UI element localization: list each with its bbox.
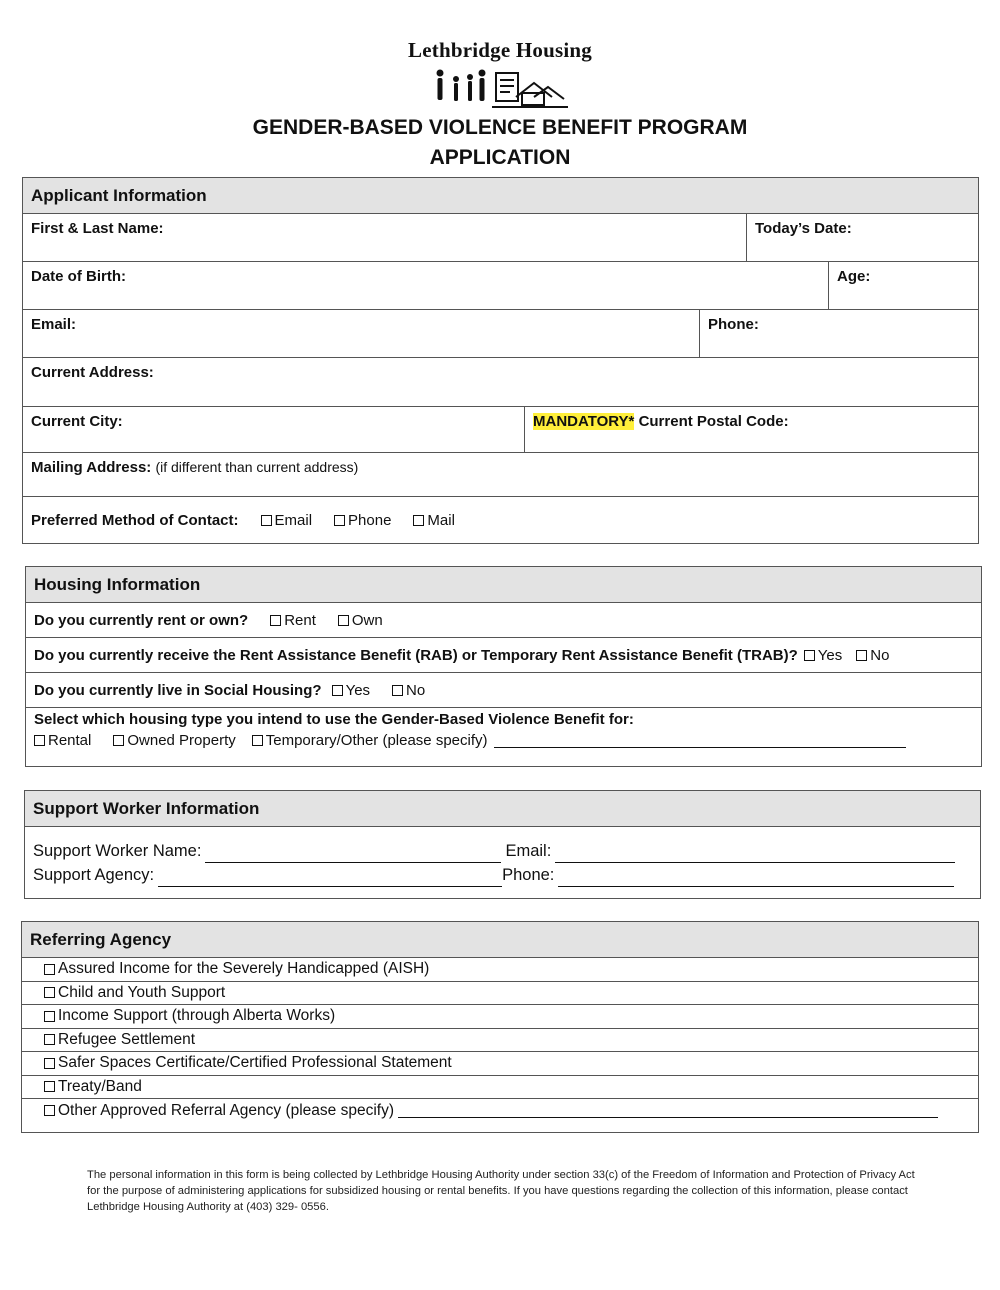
logo xyxy=(0,38,1000,113)
current-city-field[interactable] xyxy=(23,407,524,452)
housing-section xyxy=(25,566,982,767)
checkbox-label: Treaty/Band xyxy=(58,1077,142,1095)
rent-checkbox[interactable] xyxy=(270,612,316,629)
checkbox-icon xyxy=(44,987,55,998)
mailing-address-note: (if different than current address) xyxy=(155,459,359,475)
support-agency-label: Support Agency: xyxy=(33,866,155,884)
phone-label: Phone: xyxy=(708,316,759,333)
email-row xyxy=(23,310,978,358)
current-city-label: Current City: xyxy=(31,413,123,430)
checkbox-icon xyxy=(413,515,424,526)
current-address-label: Current Address: xyxy=(31,364,154,381)
checkbox-icon xyxy=(113,735,124,746)
mailing-address-label: Mailing Address: xyxy=(31,459,152,476)
social-yes-checkbox[interactable] xyxy=(332,682,370,699)
checkbox-icon xyxy=(856,650,867,661)
social-no-checkbox[interactable] xyxy=(392,682,425,699)
referral-aish-checkbox[interactable] xyxy=(22,958,978,982)
contact-mail-checkbox[interactable] xyxy=(413,512,455,529)
referral-other-specify-line[interactable] xyxy=(398,1103,938,1118)
privacy-notice: The personal information in this form is being collected by Lethbridge Housing Authority under section 33(c) of the Freedom of Information and Protection of Privacy Act for the purpose of administering applications for subsidized housing or rental benefits. If you have questions regarding the collection of this information, please contact Lethbridge Housing Authority at (403) 329- 0556. xyxy=(87,1169,915,1213)
checkbox-label: Own xyxy=(351,611,383,629)
email-label: Email: xyxy=(31,316,77,333)
support-worker-phone-line[interactable] xyxy=(558,872,954,887)
checkbox-icon xyxy=(44,1058,55,1069)
checkbox-label: Temporary/Other (please specify) xyxy=(265,732,488,749)
form-title-line2: APPLICATION xyxy=(429,146,571,169)
mandatory-flag: MANDATORY* xyxy=(533,413,635,430)
logo-name: Lethbridge Housing xyxy=(408,38,592,62)
referral-refugee-checkbox[interactable] xyxy=(22,1029,978,1053)
housing-type-row xyxy=(26,708,981,766)
checkbox-icon xyxy=(44,1034,55,1045)
todays-date-label: Today’s Date: xyxy=(755,220,852,237)
checkbox-label: Yes xyxy=(345,681,371,699)
housing-header: Housing Information xyxy=(26,567,981,603)
rab-row xyxy=(26,638,981,673)
applicant-section xyxy=(22,177,979,544)
support-worker-header: Support Worker Information xyxy=(25,791,980,827)
support-worker-name-line[interactable] xyxy=(205,848,501,863)
mailing-address-field[interactable] xyxy=(23,453,978,496)
checkbox-icon xyxy=(334,515,345,526)
dob-field[interactable] xyxy=(23,262,828,309)
name-row xyxy=(23,214,978,262)
postal-code-field[interactable] xyxy=(524,407,978,452)
checkbox-icon xyxy=(44,1011,55,1022)
checkbox-icon xyxy=(44,964,55,975)
checkbox-icon xyxy=(338,615,349,626)
checkbox-icon xyxy=(332,685,343,696)
age-label: Age: xyxy=(837,268,871,285)
checkbox-label: No xyxy=(406,681,426,699)
name-field[interactable] xyxy=(23,214,746,261)
postal-code-label: Current Postal Code: xyxy=(638,413,789,430)
checkbox-label: Rental xyxy=(48,732,92,749)
applicant-header: Applicant Information xyxy=(23,178,978,214)
checkbox-label: Email xyxy=(274,511,313,529)
owned-property-checkbox[interactable] xyxy=(113,732,235,749)
support-worker-email-label: Email: xyxy=(505,842,552,860)
housing-other-specify-line[interactable] xyxy=(494,733,906,748)
logo-figures-house-icon xyxy=(430,67,570,113)
referral-safer-spaces-checkbox[interactable] xyxy=(22,1052,978,1076)
city-row xyxy=(23,407,978,453)
contact-email-checkbox[interactable] xyxy=(261,512,313,529)
contact-phone-checkbox[interactable] xyxy=(334,512,391,529)
checkbox-icon xyxy=(261,515,272,526)
checkbox-label: Yes xyxy=(817,646,843,664)
checkbox-icon xyxy=(270,615,281,626)
social-housing-question: Do you currently live in Social Housing? xyxy=(34,681,322,699)
support-worker-section xyxy=(24,790,981,899)
checkbox-icon xyxy=(392,685,403,696)
mailing-row xyxy=(23,453,978,497)
checkbox-label: Phone xyxy=(348,511,392,529)
current-address-field[interactable] xyxy=(23,358,978,406)
support-agency-line[interactable] xyxy=(158,872,502,887)
dob-label: Date of Birth: xyxy=(31,268,126,285)
checkbox-label: No xyxy=(870,646,890,664)
own-checkbox[interactable] xyxy=(338,612,383,629)
checkbox-label: Rent xyxy=(284,611,316,629)
referral-treaty-band-checkbox[interactable] xyxy=(22,1076,978,1100)
support-worker-name-label: Support Worker Name: xyxy=(33,842,202,860)
rab-yes-checkbox[interactable] xyxy=(804,647,842,664)
checkbox-label: Assured Income for the Severely Handicapped (AISH) xyxy=(58,960,430,978)
checkbox-icon xyxy=(34,735,45,746)
checkbox-label: Child and Youth Support xyxy=(58,983,226,1001)
rab-no-checkbox[interactable] xyxy=(856,647,889,664)
social-housing-row xyxy=(26,673,981,708)
checkbox-label: Mail xyxy=(427,511,455,529)
support-worker-email-line[interactable] xyxy=(555,848,955,863)
rent-own-question: Do you currently rent or own? xyxy=(34,611,249,629)
referral-other-row xyxy=(22,1099,978,1123)
temporary-other-checkbox[interactable] xyxy=(252,732,488,749)
referring-agency-section xyxy=(21,921,979,1133)
phone-field[interactable] xyxy=(699,310,978,357)
housing-type-question: Select which housing type you intend to use the Gender-Based Violence Benefit for: xyxy=(34,711,634,728)
checkbox-label: Other Approved Referral Agency (please specify) xyxy=(58,1101,395,1119)
support-worker-phone-label: Phone: xyxy=(502,866,555,884)
dob-row xyxy=(23,262,978,310)
contact-row xyxy=(23,497,978,543)
name-label: First & Last Name: xyxy=(31,220,164,237)
checkbox-label: Safer Spaces Certificate/Certified Professional Statement xyxy=(58,1054,452,1072)
todays-date-field[interactable] xyxy=(746,214,978,261)
referral-income-support-checkbox[interactable] xyxy=(22,1005,978,1029)
referral-other-checkbox[interactable] xyxy=(44,1102,394,1120)
rental-checkbox[interactable] xyxy=(34,732,91,749)
referring-agency-header: Referring Agency xyxy=(22,922,978,958)
referral-child-youth-checkbox[interactable] xyxy=(22,982,978,1006)
form-title-line1: GENDER-BASED VIOLENCE BENEFIT PROGRAM xyxy=(252,116,748,139)
rab-question: Do you currently receive the Rent Assistance Benefit (RAB) or Temporary Rent Assistance Benefit (TRAB)? xyxy=(34,646,798,664)
contact-method-label: Preferred Method of Contact: xyxy=(31,511,239,529)
checkbox-icon xyxy=(44,1081,55,1092)
age-field[interactable] xyxy=(828,262,978,309)
address-row xyxy=(23,358,978,407)
rent-own-row xyxy=(26,603,981,638)
checkbox-icon xyxy=(804,650,815,661)
checkbox-icon xyxy=(252,735,263,746)
checkbox-label: Income Support (through Alberta Works) xyxy=(58,1007,336,1025)
email-field[interactable] xyxy=(23,310,699,357)
checkbox-label: Owned Property xyxy=(127,732,236,749)
checkbox-label: Refugee Settlement xyxy=(58,1030,196,1048)
checkbox-icon xyxy=(44,1105,55,1116)
